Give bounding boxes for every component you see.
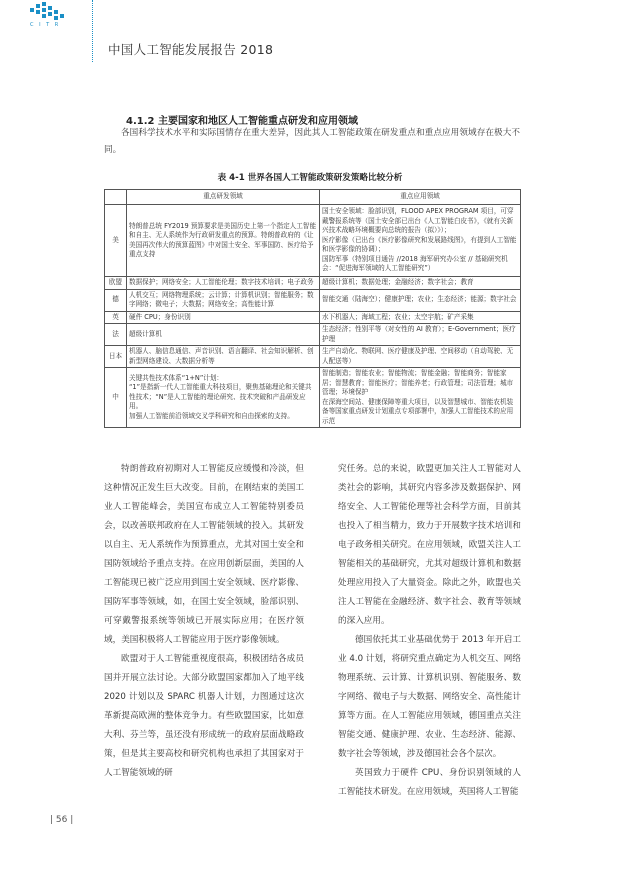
table-row	[105, 346, 521, 368]
country-cell: 英	[105, 311, 127, 324]
page-number: | 56 |	[50, 815, 74, 825]
body-paragraph: 德国依托其工业基础优势于 2013 年开启工业 4.0 计划，将研究重点确定为人机交互、网络物理系统、云计算、计算机识别、智能服务、数字网络、微电子与大数据、网络安全、高性能计算等方面。在人工智能应用领域，德国重点关注智能交通、健康护理、农业、生态经济、能源、数字社会等领域，涉及德国社会各个层次。	[338, 635, 521, 759]
country-cell: 日本	[105, 346, 127, 368]
rd-cell: 硬件 CPU；身份识别	[127, 311, 320, 324]
rd-cell: 关键共性技术体系“1+N”计划： “1”是指新一代人工智能重大科技项目，聚焦基础理论和关键共性技术；“N”是人工智能的理论研究、技术突破和产品研发应用。 加强人工智能前沿领域交叉学科研究和自由探索的支持。	[127, 368, 320, 428]
app-cell: 智能交通（陆海空）；健康护理；农业；生态经济；能源；数字社会	[320, 289, 521, 311]
country-cell: 法	[105, 324, 127, 346]
table-row	[105, 277, 521, 290]
rd-cell: 超级计算机	[127, 324, 320, 346]
rd-cell: 人机交互；网络物理系统；云计算；计算机识别；智能服务；数字网络；微电子；大数据；网络安全；高性能计算	[127, 289, 320, 311]
table-row	[105, 311, 521, 324]
body-paragraph: 欧盟对于人工智能重视度很高，积极团结各成员国并开展立法讨论。大部分欧盟国家都加入了地平线 2020 计划以及 SPARC 机器人计划，力图通过这次革新提高欧洲的整体竞争力。有些欧盟国家，比如意大利、芬兰等，虽还没有形成统一的政府层面战略政策，但是其主要高校和研究机构也承担了其国家对于人工智能领域的研	[104, 654, 304, 778]
header-cell: 重点研发领域	[127, 190, 320, 205]
app-cell: 水下机器人；海域工程；农业；太空宇航；矿产采集	[320, 311, 521, 324]
rd-cell: 特朗普总统 FY2019 预算要求是美国历史上第一个指定人工智能和自主、无人系统作为行政研发重点的预算。特朗普政府的《让美国再次伟大的预算蓝图》中对国土安全、军事国防、医疗给予重点支持	[127, 205, 320, 277]
body-paragraph: 特朗普政府初期对人工智能反应缓慢和冷淡，但这种情况正发生巨大改变。目前，在刚结束的美国工业人工智能峰会，美国宣布成立人工智能特别委员会，以改善联邦政府在人工智能领域的投入。其研发以自主、无人系统作为预算重点，尤其对国土安全和国防领域给予重点支持。在应用创新层面，美国的人工智能现已被广泛应用到国土安全领域、医疗影像、国防军事等领域，如，在国土安全领域，脸部识别、可穿戴警报系统等领域已开展实际应用；在医疗领域，美国积极将人工智能应用于医疗影像领域。	[104, 464, 304, 645]
logo-text: C I T R	[30, 22, 61, 28]
table-row	[105, 368, 521, 428]
country-cell: 德	[105, 289, 127, 311]
app-cell: 超级计算机；数据处理；金融经济；数字社会；教育	[320, 277, 521, 290]
country-cell: 欧盟	[105, 277, 127, 290]
header-divider	[92, 0, 93, 62]
section-title: 4.1.2 主要国家和地区人工智能重点研发和应用领域	[126, 116, 358, 127]
body-paragraph: 究任务。总的来说，欧盟更加关注人工智能对人类社会的影响，其研究内容多涉及数据保护、网络安全、人工智能伦理等社会科学方面，目前其也投入了相当精力，致力于开展数字技术培训和电子政务相关研究。在应用领域，欧盟关注人工智能相关的基础研究，尤其对超级计算机和数据处理应用投入了大量资金。除此之外，欧盟也关注人工智能在金融经济、数字社会、教育等领域的深入应用。	[338, 464, 521, 626]
policy-table	[104, 189, 521, 428]
table-header-row	[105, 190, 521, 205]
country-cell: 中	[105, 368, 127, 428]
rd-cell: 数据保护；网络安全；人工智能伦理；数字技术培训；电子政务	[127, 277, 320, 290]
app-cell: 生产自动化、物联网、医疗健康及护理、空间移动（自动驾驶、无人配送等）	[320, 346, 521, 368]
app-cell: 智能制造；智能农业；智能物流；智能金融；智能商务；智能家居；智慧教育；智能医疗；智能养老；行政管理；司法管理；城市管理；环境保护 在深海空间站、健康保障等重大项目，以及智慧城市、智能农机装备等国家重点研发计划重点专项部署中，加强人工智能技术的应用示范	[320, 368, 521, 428]
body-paragraph: 英国致力于硬件 CPU、身份识别领域的人工智能技术研发。在应用领域，英国将人工智能	[338, 768, 521, 797]
rd-cell: 机器人、脑信息通信、声音识别、语言翻译、社会知识解析、创新型网络建设、大数据分析等	[127, 346, 320, 368]
table-row	[105, 324, 521, 346]
header-cell: 重点应用领域	[320, 190, 521, 205]
app-cell: 生态经济；性别平等（对女性的 AI 教育）；E-Government；医疗护理	[320, 324, 521, 346]
app-cell: 国土安全领域：脸部识别，FLOOD APEX PROGRAM 项目，可穿戴警报系统等（国土安全部已出台《人工智能白皮书》，《就有关新兴技术战略环境概要向总统的报告（拟）》）； 医疗影像（已出台《医疗影像研究和发展路线图》，有提到人工智能和医学影像的协调）； 国防军事（特别项目通告 //2018 海军研究办公室 // 基础研究机会：“促进海军领域的人工智能研究”）	[320, 205, 521, 277]
table-row	[105, 205, 521, 277]
body-column-right	[338, 460, 521, 802]
header-cell	[105, 190, 127, 205]
citr-logo-icon	[28, 0, 74, 24]
header-title: 中国人工智能发展报告 2018	[108, 42, 274, 57]
table-caption: 表 4-1 世界各国人工智能政策研发策略比较分析	[217, 173, 403, 183]
country-cell: 美	[105, 205, 127, 277]
table-row	[105, 289, 521, 311]
body-column-left	[104, 460, 304, 783]
intro-paragraph: 各国科学技术水平和实际国情存在重大差异，因此其人工智能政策在研发重点和重点应用领域存在极大不同。	[104, 128, 520, 155]
